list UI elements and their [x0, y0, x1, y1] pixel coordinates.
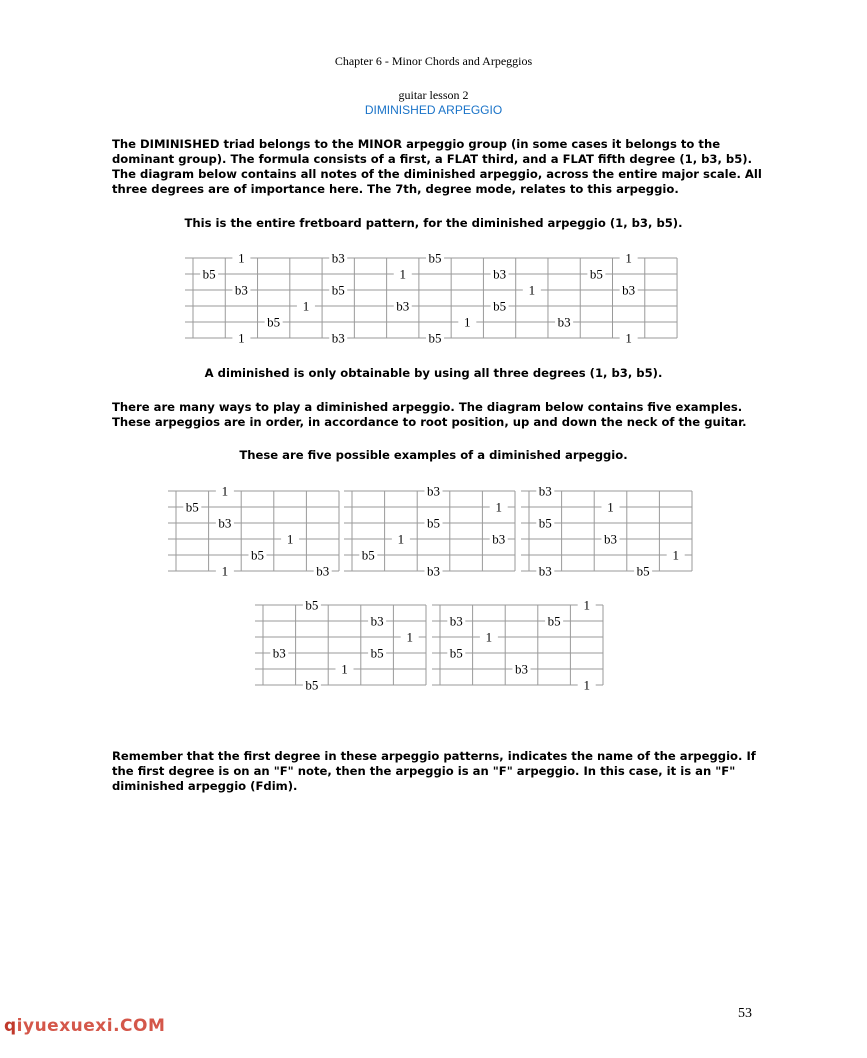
arpeggio-example-3 [521, 484, 692, 579]
note-label: b3 [449, 613, 463, 629]
many-ways-paragraph: There are many ways to play a diminished arpeggio. The diagram below contains five examples. These arpeggios are in order, in accordance to root position, up and down the neck of the guitar. [112, 400, 747, 429]
chapter-title: Chapter 6 - Minor Chords and Arpeggios [334, 54, 533, 68]
note-label: 1 [625, 250, 632, 266]
note-label: b3 [316, 563, 330, 579]
note-label: b3 [622, 282, 636, 298]
note-label: b3 [234, 282, 248, 298]
fretboard-diagram-full [185, 251, 677, 346]
obtainable-caption: A diminished is only obtainable by using all three degrees (1, b3, b5). [204, 366, 663, 380]
intro-paragraph: The DIMINISHED triad belongs to the MINOR arpeggio group (in some cases it belongs to the dominant group). The formula consists of a first, a FLAT third, and a FLAT fifth degree (1, b3, b5). The diagram below contains all notes of the diminished arpeggio, across the entire major scale. All three degrees are of importance here. The 7th, degree mode, relates to this arpeggio. [112, 137, 762, 196]
note-label: b3 [370, 613, 384, 629]
note-label: b3 [492, 531, 506, 547]
note-label: b3 [427, 483, 440, 499]
note-label: b3 [331, 250, 345, 266]
note-label: 1 [583, 677, 590, 693]
note-label: b3 [557, 314, 571, 330]
remember-paragraph: Remember that the first degree in these arpeggio patterns, indicates the name of the arpeggio. If the first degree is on an "F" note, then the arpeggio is an "F" arpeggio. In this case, it is an "F" diminished arpeggio (Fdim). [112, 749, 756, 793]
note-label: b5 [305, 677, 319, 693]
note-label: b5 [428, 250, 442, 266]
note-label: b5 [202, 266, 216, 282]
note-label: 1 [221, 483, 229, 499]
note-label: 1 [625, 330, 632, 346]
note-label: b3 [396, 298, 410, 314]
note-label: b5 [267, 314, 281, 330]
arpeggio-example-5 [432, 598, 603, 693]
note-label: b5 [493, 298, 507, 314]
note-label: 1 [341, 661, 348, 677]
watermark-logo [4, 1016, 165, 1036]
note-label: 1 [399, 266, 407, 282]
note-label: b3 [427, 563, 440, 579]
note-label: b5 [428, 330, 442, 346]
note-label: b5 [185, 499, 199, 515]
note-label: b5 [370, 645, 384, 661]
note-label: b3 [604, 531, 617, 547]
section-title: DIMINISHED ARPEGGIO [364, 103, 503, 117]
note-label: b5 [427, 515, 440, 531]
note-label: b5 [589, 266, 603, 282]
note-label: b3 [515, 661, 528, 677]
note-label: 1 [485, 629, 493, 645]
note-label: b3 [538, 563, 552, 579]
note-label: b3 [493, 266, 507, 282]
note-label: b5 [305, 597, 319, 613]
arpeggio-example-2 [344, 484, 515, 579]
arpeggio-example-4 [255, 598, 426, 693]
note-label: 1 [302, 298, 310, 314]
note-label: 1 [528, 282, 536, 298]
page-number: 53 [738, 1006, 752, 1021]
note-label: 1 [583, 597, 590, 613]
note-label: b5 [636, 563, 650, 579]
note-label: b5 [449, 645, 463, 661]
note-label: b5 [361, 547, 375, 563]
note-label: 1 [495, 499, 502, 515]
arpeggio-example-1 [168, 484, 339, 579]
watermark-first-letter: q [4, 1016, 17, 1036]
five-examples-caption: These are five possible examples of a diminished arpeggio. [239, 448, 628, 462]
note-label: b3 [218, 515, 232, 531]
note-label: 1 [238, 250, 245, 266]
note-label: b3 [331, 330, 345, 346]
lesson-label: guitar lesson 2 [398, 88, 469, 102]
note-label: 1 [221, 563, 229, 579]
note-label: 1 [397, 531, 405, 547]
note-label: 1 [406, 629, 413, 645]
fretboard-caption: This is the entire fretboard pattern, for the diminished arpeggio (1, b3, b5). [184, 216, 683, 230]
note-label: b3 [272, 645, 286, 661]
note-label: b3 [538, 483, 552, 499]
note-label: b5 [538, 515, 552, 531]
watermark-text: iyuexuexi.COM [16, 1016, 166, 1036]
note-label: b5 [547, 613, 561, 629]
note-label: 1 [672, 547, 679, 563]
note-label: 1 [607, 499, 614, 515]
note-label: 1 [238, 330, 245, 346]
note-label: 1 [286, 531, 294, 547]
note-label: b5 [251, 547, 264, 563]
note-label: 1 [464, 314, 471, 330]
note-label: b5 [331, 282, 345, 298]
